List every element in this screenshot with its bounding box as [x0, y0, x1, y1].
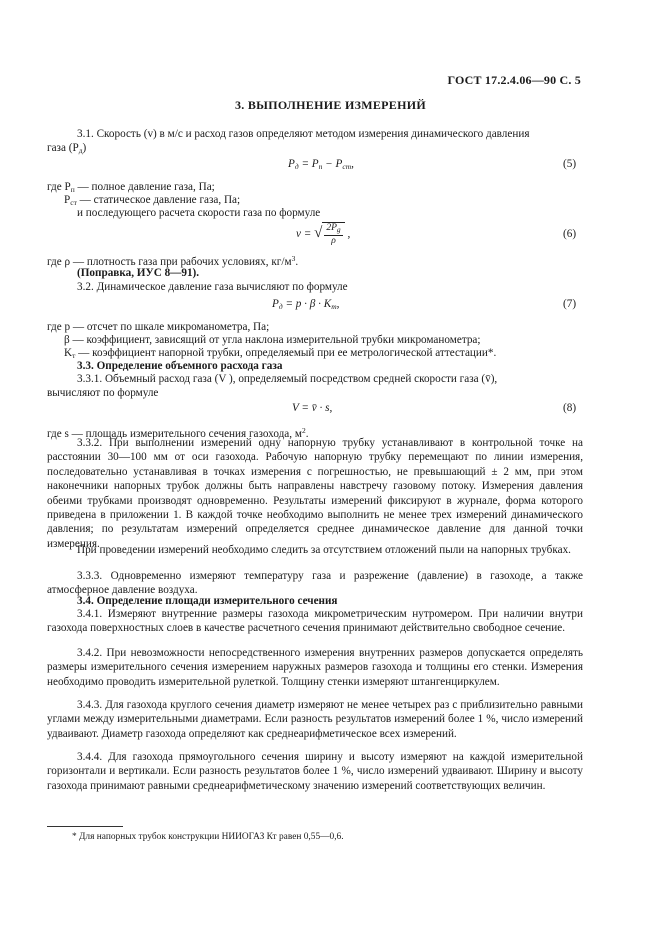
equation-6: v = √ $\frac{2P_g}{\rho}$ , — [296, 223, 351, 246]
para-3-4-3: 3.4.3. Для газохода круглого сечения диаметр измеряют не менее четырех раз с приблизительно равными углами между измерительными диаметрами. Если разность результатов измерений более 1 %, число измерений удваивают. Диаметр газохода определяют как среднеарифметическое всех измерений. — [47, 699, 583, 740]
equation-5-number: (5) — [563, 158, 577, 170]
para-3-3-3: 3.3.3. Одновременно измеряют температуру газа и разрежение (давление) в газоходе, а также атмосферное давление воздуха. — [47, 570, 583, 597]
para-3-1-line1: 3.1. Скорость (v) в м/с и расход газов определяют методом измерения динамического давления — [77, 128, 530, 140]
where-pp: где $P_п$ — полное давление газа, Па; — [47, 181, 215, 194]
para-3-3-2: 3.3.2. При выполнении измерений одну напорную трубку устанавливают в контрольной точке на расстоянии 30—100 мм от оси газохода. Рабочую напорную трубку перемещают по линии измерения, последовательно устанавливая в точках измерения с погрешностью, не превышающий ± 2 мм, при этом наконечники напорных трубок должны быть направлены навстречу газовому потоку. Измерения давления обеими трубками производят одновременно. Результаты измерений фиксируют в журнале, форма которого приведена в приложении 1. В каждой точке необходимо выполнить не менее трех измерений динамического давления; по результатам измерений определяется среднее динамическое давление для данной точки измерения. — [47, 437, 583, 550]
where-pst: $P_{ст}$ — статическое давление газа, Па; — [64, 194, 241, 207]
page-header: ГОСТ 17.2.4.06—90 С. 5 — [447, 73, 581, 87]
para-3-4-2: 3.4.2. При невозможности непосредственного измерения внутренних размеров допускается определять размеры измерительного сечения измерением наружных размеров газохода и толщины его стенки. Измерения необходимо проводить измерительной рулеткой. Толщину стенки измеряют штангенциркулем. — [47, 647, 583, 688]
para-3-3-2-dust: При проведении измерений необходимо следить за отсутствием отложений пыли на напорных трубках. — [77, 544, 571, 556]
heading-3-3: 3.3. Определение объемного расхода газа — [77, 360, 283, 372]
section-title: 3. ВЫПОЛНЕНИЕ ИЗМЕРЕНИЙ — [234, 98, 427, 112]
para-3-2: 3.2. Динамическое давление газа вычисляют по формуле — [77, 281, 348, 293]
where-p: где p — отсчет по шкале микроманометра, Па; — [47, 321, 270, 333]
where-rho: где ρ — плотность газа при рабочих условиях, $кг/м^3$. — [47, 254, 299, 268]
heading-3-4: 3.4. Определение площади измерительного сечения — [77, 595, 338, 607]
where-beta: β — коэффициент, зависящий от угла наклона измерительной трубки микроманометра; — [64, 334, 481, 346]
footnote-rule — [47, 826, 123, 827]
para-3-4-4: 3.4.4. Для газохода прямоугольного сечения ширину и высоту измеряют на каждой измерительной горизонтали и вертикали. Если разность результатов более 1 %, число измерений удваивают. Ширину и высоту газохода принимают равными среднеарифметическому значению измерений соответствующих величин. — [47, 751, 583, 792]
footnote: * Для напорных трубок конструкции НИИОГАЗ Кт равен 0,55—0,6. — [72, 832, 344, 842]
where-kt: $K_т$ — коэффициент напорной трубки, определяемый при ее метрологической аттестации*. — [64, 347, 497, 360]
equation-8-number: (8) — [563, 402, 577, 414]
equation-6-number: (6) — [563, 228, 577, 240]
where-s: где s — площадь измерительного сечения газохода, $м^2$. — [47, 426, 309, 440]
amendment-note: (Поправка, ИУС 8—91). — [77, 267, 200, 279]
equation-7: $P_д = p \cdot \beta \cdot K_т$, — [272, 298, 340, 311]
para-3-4-1: 3.4.1. Измеряют внутренние размеры газохода микрометрическим нутромером. При наличии внутри газохода поверхностных слоев в качестве расчетного сечения принимают действительно свободное сечение. — [47, 608, 583, 635]
para-3-3-1-line2: вычисляют по формуле — [47, 387, 159, 399]
equation-8: V = v̄ · s, — [292, 402, 333, 414]
para-3-3-1-line1: 3.3.1. Объемный расход газа (V ), определяемый посредством средней скорости газа (v̄), — [77, 373, 498, 385]
equation-7-number: (7) — [563, 298, 577, 310]
equation-5: $P_д = P_п - P_{ст}$, — [288, 158, 354, 171]
calc-line: и последующего расчета скорости газа по формуле — [77, 207, 321, 219]
para-3-1-line2: газа $(P_д)$ — [47, 142, 87, 155]
